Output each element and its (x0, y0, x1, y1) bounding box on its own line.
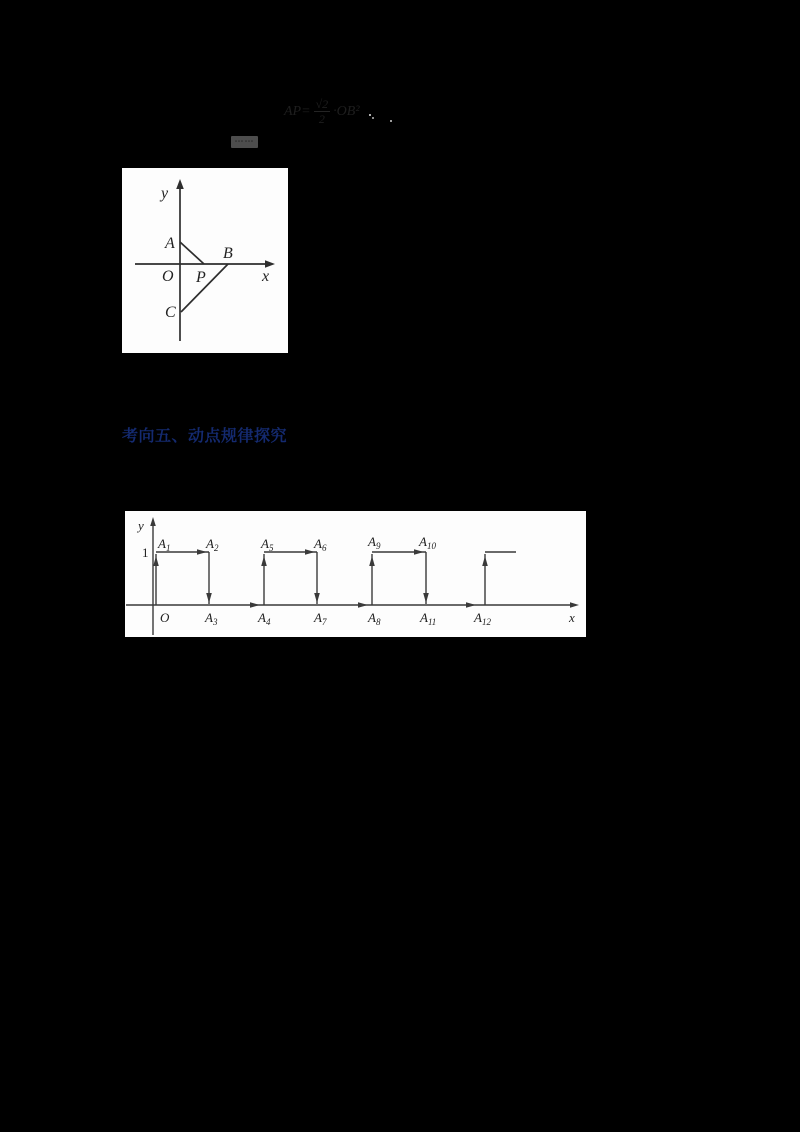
x-axis-arrow-icon (570, 602, 579, 608)
ellipsis-highlight: ⋯⋯ (231, 136, 258, 148)
section-heading: 考向五、动点规律探究 (122, 428, 288, 445)
point-label: $A_7$ (314, 610, 327, 627)
y-axis-arrow-icon (176, 179, 184, 189)
figure-axes-triangle (122, 168, 288, 353)
axis-right-arrow-icon (358, 602, 368, 608)
fig1-point-c-label: C (165, 304, 176, 321)
fig2-origin-label: O (160, 610, 170, 625)
pixel-speck (390, 120, 392, 122)
down-arrow-icon (314, 593, 320, 603)
point-label: $A_5$ (261, 536, 274, 553)
x-axis-arrow-icon (265, 260, 275, 267)
pixel-speck (372, 117, 374, 119)
up-arrow-icon (369, 556, 375, 566)
point-label: $A_3$ (205, 610, 218, 627)
fig1-point-b-label: B (223, 245, 233, 262)
fraction-numerator: √2 (315, 97, 329, 111)
fig2-x-label: x (569, 610, 575, 625)
axis-right-arrow-icon (250, 602, 260, 608)
formula-lhs: AP= (284, 103, 311, 119)
figure2-canvas (125, 511, 586, 637)
pixel-speck (369, 114, 371, 116)
up-arrow-icon (153, 556, 159, 566)
point-label: $A_{12}$ (474, 610, 491, 627)
fig1-origin-label: O (162, 268, 174, 285)
point-label: $A_4$ (258, 610, 271, 627)
point-label: $A_2$ (206, 536, 219, 553)
y-axis-arrow-icon (150, 517, 156, 526)
faint-formula (284, 98, 360, 125)
point-label: $A_8$ (368, 610, 381, 627)
fig1-point-p-label: P (196, 269, 206, 286)
down-arrow-icon (423, 593, 429, 603)
point-label: $A_1$ (158, 536, 171, 553)
right-arrow-icon (414, 549, 424, 555)
up-arrow-icon (261, 556, 267, 566)
fig1-point-a-label: A (165, 235, 175, 252)
axis-right-arrow-icon (466, 602, 476, 608)
fig1-x-label: x (262, 268, 270, 285)
formula-rhs: ·OB² (333, 103, 360, 119)
segment-a-p (180, 242, 204, 264)
fig2-unit-label: 1 (142, 545, 149, 560)
fraction-denominator: 2 (318, 112, 325, 126)
point-label: $A_6$ (314, 536, 327, 553)
figure-point-path (125, 511, 586, 637)
down-arrow-icon (206, 593, 212, 603)
fig2-y-label: y (138, 518, 144, 533)
up-arrow-icon (482, 556, 488, 566)
fig1-y-label: y (161, 185, 169, 202)
point-label: $A_{11}$ (420, 610, 437, 627)
point-label: $A_9$ (368, 534, 381, 551)
figure1-canvas (122, 168, 288, 353)
point-label: $A_{10}$ (419, 534, 436, 551)
formula-fraction (314, 98, 331, 125)
